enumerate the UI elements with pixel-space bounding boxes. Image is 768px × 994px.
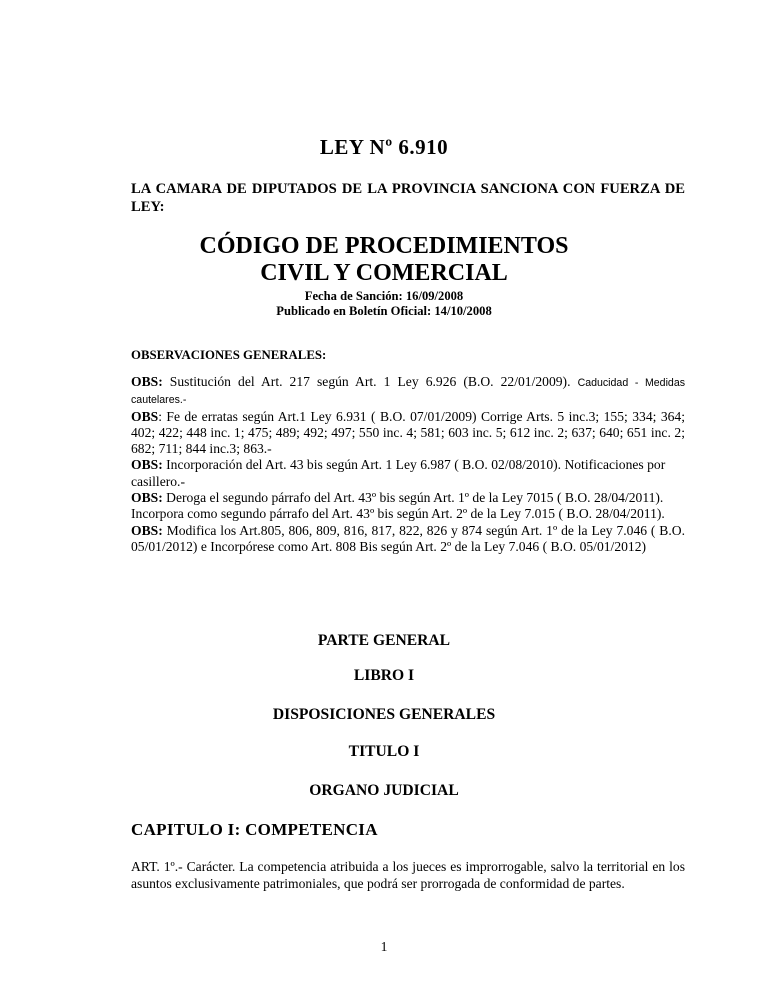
article-1: ART. 1º.- Carácter. La competencia atribuida a los jueces es improrrogable, salvo la territorial en los asuntos exclusivamente patrimoniales, que podrá ser prorrogada de conformidad de partes. xyxy=(131,859,685,891)
page-number: 1 xyxy=(380,939,388,954)
publication-date: Publicado en Boletín Oficial: 14/10/2008 xyxy=(276,304,492,318)
preamble: LA CAMARA DE DIPUTADOS DE LA PROVINCIA SANCIONA CON FUERZA DE LEY: xyxy=(131,181,685,215)
provisions-heading: DISPOSICIONES GENERALES xyxy=(272,706,496,723)
observation-item xyxy=(131,523,685,556)
book-heading: LIBRO I xyxy=(353,667,415,684)
observation-label: OBS: xyxy=(131,490,163,506)
sanction-date: Fecha de Sanción: 16/09/2008 xyxy=(304,289,464,303)
code-title-line-2: CIVIL Y COMERCIAL xyxy=(260,260,508,286)
observation-item xyxy=(131,374,685,391)
observation-note-continued: cautelares.- xyxy=(131,394,187,407)
part-heading: PARTE GENERAL xyxy=(317,632,451,649)
observation-label: OBS: xyxy=(131,522,163,538)
observation-text: Modifica los Art.805, 806, 809, 816, 817, 822, 826 y 874 según Art. 1º de la Ley 7.046 ( B.O. 05/01/2012) e Incorpórese como Art. 808 Bis según Art. 2º de la Ley 7.046 ( B.O. 05/01/2012) xyxy=(131,522,685,554)
observation-text: Deroga el segundo párrafo del Art. 43º bis según Art. 1º de la Ley 7015 ( B.O. 28/04/2011). Incorpora como segundo párrafo del Art. 43º bis según Art. 2º de la Ley 7.015 ( B.O. 28/04/2011). xyxy=(131,490,665,522)
observations-list xyxy=(131,374,685,555)
observation-label: OBS xyxy=(131,408,159,424)
observation-item xyxy=(131,490,685,523)
chapter-heading: CAPITULO I: COMPETENCIA xyxy=(131,820,378,839)
observations-heading: OBSERVACIONES GENERALES: xyxy=(131,348,327,362)
observation-item xyxy=(131,457,685,490)
law-title: LEY Nº 6.910 xyxy=(319,135,449,159)
observation-text: Sustitución del Art. 217 según Art. 1 Ley 6.926 (B.O. 22/01/2009). xyxy=(162,374,571,389)
code-title-line-1: CÓDIGO DE PROCEDIMIENTOS xyxy=(199,233,569,259)
observation-text: Incorporación del Art. 43 bis según Art. 1 Ley 6.987 ( B.O. 02/08/2010). Notificaciones por casillero.- xyxy=(131,457,666,489)
code-title xyxy=(0,233,768,287)
observation-note: Caducidad - Medidas xyxy=(577,377,686,389)
observation-text: : Fe de erratas según Art.1 Ley 6.931 ( B.O. 07/01/2009) Corrige Arts. 5 inc.3; 155; 334; 364; 402; 422; 448 inc. 1; 475; 489; 492; 497; 550 inc. 4; 581; 603 inc. 5; 612 inc. 2; 637; 640; 651 inc. 2; 682; 711; 844 inc.3; 863.- xyxy=(131,408,685,457)
publication-dates xyxy=(0,289,768,319)
organ-heading: ORGANO JUDICIAL xyxy=(309,782,459,799)
observation-item-continued xyxy=(131,391,685,408)
observation-label: OBS: xyxy=(131,374,163,389)
observation-item xyxy=(131,409,685,458)
observation-label: OBS: xyxy=(131,457,163,473)
title-heading: TITULO I xyxy=(348,743,420,760)
